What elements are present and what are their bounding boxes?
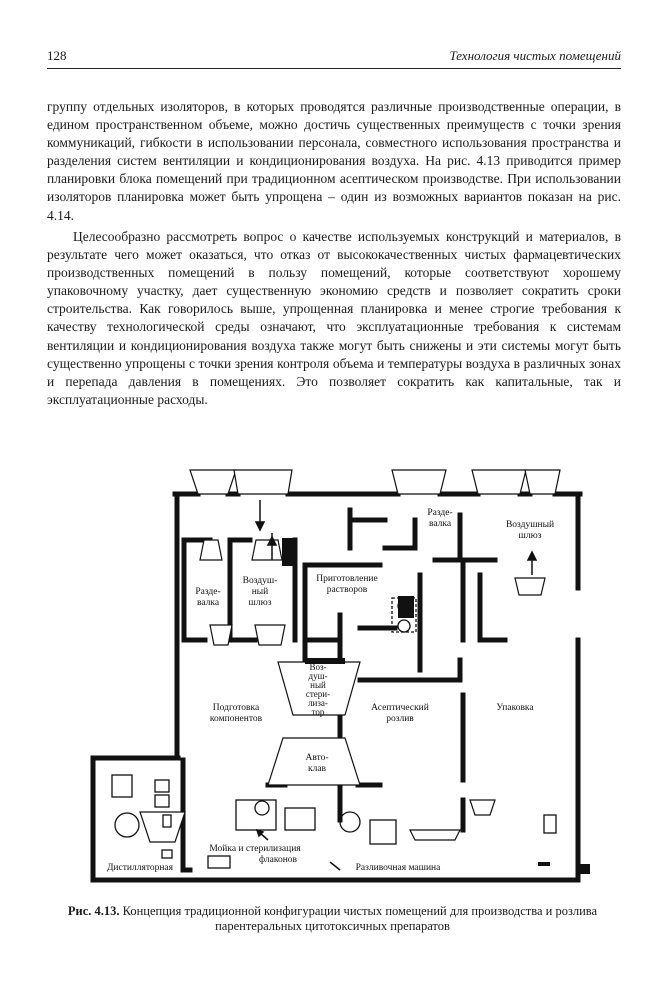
distillery-unit	[155, 780, 169, 792]
filler-drum	[340, 812, 360, 832]
label-sterilizer-airlock: Воз-душ-ный стери-лиза-тор	[305, 662, 331, 717]
wall-block	[398, 596, 414, 618]
page-number: 128	[47, 48, 67, 63]
door-swing	[255, 625, 285, 645]
arrow-head	[256, 522, 264, 530]
wall-block	[580, 864, 590, 874]
filling-machine	[370, 820, 396, 844]
label-distillery: Дистилляторная	[106, 863, 174, 873]
label-airlock-left: Воздуш-ный шлюз	[242, 576, 278, 608]
label-packing: Упаковка	[496, 703, 534, 713]
tunnel-unit	[285, 808, 315, 830]
washer-drum	[255, 801, 269, 815]
door-swing	[525, 470, 560, 494]
label-autoclave: Авто-клав	[305, 753, 329, 774]
arrow	[330, 862, 340, 870]
washing-machine	[208, 856, 230, 868]
wall-block	[538, 862, 550, 866]
paragraph-1: группу отдельных изоляторов, в которых проводятся различные производственные операции, в едином пространственном объеме, можно достичь существенных преимуществ с точки зрения коммуникаций, гибкости в использовании персонала, совместного использования пространства и разделения систем вентиляции и кондиционирования воздуха. На рис. 4.13 приводится пример планировки блока помещений при традиционном асептическом производстве. При использовании изоляторов планировка может быть упрощена – один из возможных вариантов показан на рис. 4.14.	[47, 99, 621, 223]
door-swing	[410, 830, 460, 840]
door-swing	[252, 540, 282, 560]
distillery-unit	[112, 775, 132, 797]
packing-machine	[544, 815, 556, 833]
label-vial-washing: Мойка и стерилизация флаконов	[209, 844, 301, 865]
wall-block	[282, 538, 296, 566]
door-swing	[472, 470, 526, 494]
caption-text: Концепция традиционной конфигурации чистых помещений для производства и розлива парентеральных цитотоксичных препаратов	[122, 904, 598, 933]
prep-vessel	[398, 620, 410, 632]
paragraph-2: Целесообразно рассмотреть вопрос о качестве используемых конструкций и материалов, в результате чего может оказаться, что отказ от высококачественных чистых фармацевтических производственных помещений в пользу помещений, которые соответствуют хорошему упаковочному участку, дает существенную экономию средств и позволяет сократить сроки строительства. Как говорилось выше, упрощенная планировка и менее строгие требования к качеству технологической среды означают, что эксплуатационные требования к системам вентиляции и кондиционирования воздуха также могут быть снижены и эти системы могут быть существенно упрощены с точки зрения контроля объема и температуры воздуха в различных зонах и перепада давления в помещениях. Это позволяет сократить как капитальные, так и эксплуатационные расходы.	[47, 229, 621, 407]
running-title: Технология чистых помещений	[449, 48, 621, 63]
label-airlock-right: Воздушный шлюз	[505, 520, 555, 541]
tank-circle	[115, 813, 139, 837]
door-swing	[200, 540, 222, 560]
arrow-head	[528, 552, 536, 560]
caption-label: Рис. 4.13.	[67, 904, 120, 918]
label-changing-right: Разде-валка	[427, 508, 453, 529]
label-components-prep: Подготовка компонентов	[209, 703, 263, 724]
distillery-unit	[162, 850, 172, 858]
label-aseptic-filling: Асептический розлив	[371, 703, 429, 724]
door-swing	[210, 625, 232, 645]
door-swing	[515, 578, 545, 595]
distillery-unit	[155, 795, 169, 807]
label-changing-left: Разде-валка	[195, 587, 221, 608]
arrow-head	[268, 537, 276, 545]
door-swing	[190, 470, 236, 494]
door-swing	[234, 470, 292, 494]
label-solution-prep: Приготовление растворов	[316, 574, 378, 595]
door-swing	[470, 800, 495, 815]
label-filling-machine: Разливочная машина	[355, 863, 441, 873]
figure-caption	[60, 904, 605, 934]
door-swing	[392, 470, 446, 494]
